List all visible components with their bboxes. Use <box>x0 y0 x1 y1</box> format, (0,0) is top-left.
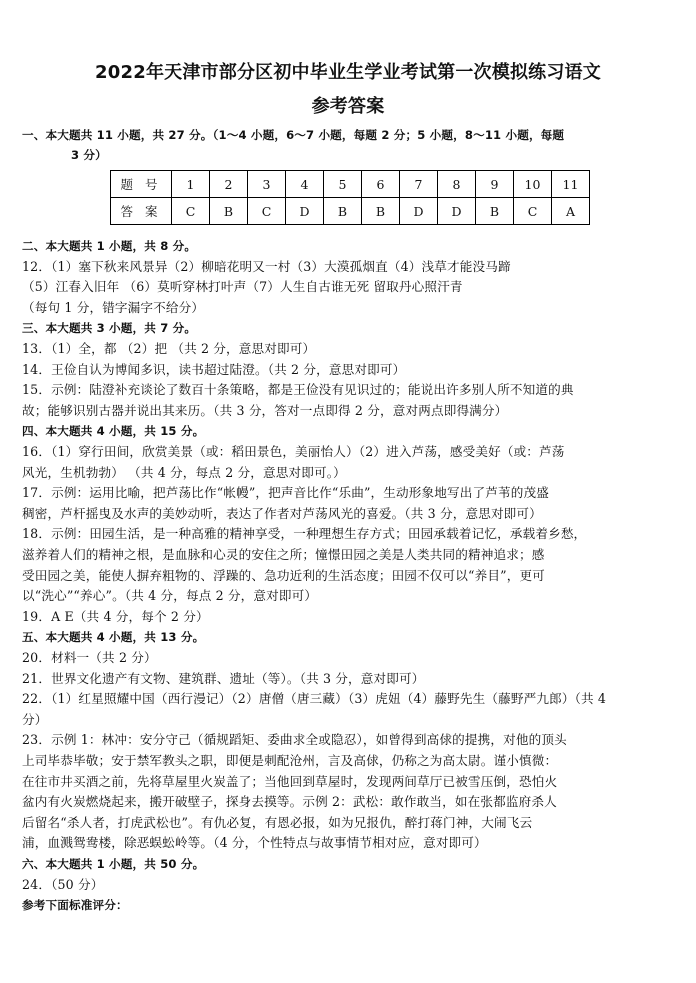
answer-line: 12．（1）塞下秋来风景异（2）柳暗花明又一村（3）大漠孤烟直（4）浅草才能没马蹄 <box>22 258 511 274</box>
answer-line: 风光，生机勃勃） （共 4 分，每点 2 分，意思对即可。） <box>22 464 346 480</box>
answer-line: 15．示例：陆澄补充谈论了数百十条策略，都是王俭没有见识过的；能说出许多别人所不知道的典 <box>22 382 574 398</box>
answer-line: 23．示例 1：林冲：安分守己（循规蹈矩、委曲求全或隐忍），如曾得到高俅的提携，对他的顶头 <box>22 732 567 748</box>
answer-table <box>110 170 590 225</box>
table-cell: B <box>324 198 362 225</box>
table-cell: 3 <box>248 171 286 198</box>
answer-line: 19．A E（共 4 分，每个 2 分） <box>22 608 209 624</box>
answer-line: 17．示例：运用比喻，把芦荡比作“帐幔”，把声音比作“乐曲”，生动形象地写出了芦苇的茂盛 <box>22 485 549 501</box>
answer-line: 滋养着人们的精神之根，是血脉和心灵的安住之所；憧憬田园之美是人类共同的精神追求；感 <box>22 547 545 562</box>
table-row-label: 题 号 <box>111 171 172 198</box>
answer-line: 20．材料一（共 2 分） <box>22 650 157 665</box>
table-cell: 6 <box>362 171 400 198</box>
answer-line: 以“洗心”“养心”。（共 4 分，每点 2 分，意对即可） <box>22 588 318 604</box>
answer-line: 分） <box>22 711 48 727</box>
answer-line: 22．（1）红星照耀中国（西行漫记）（2）唐僧（唐三藏）（3）虎妞（4）藤野先生（藤野严九郎）（共 4 <box>22 691 607 707</box>
answer-line: 后留名“杀人者，打虎武松也”。有仇必复，有恩必报，如为兄报仇，醉打蒋门神，大闹飞云 <box>22 814 533 830</box>
document-title: 2022年天津市部分区初中毕业生学业考试第一次模拟练习语文 <box>95 62 601 83</box>
table-cell: B <box>476 198 514 225</box>
table-cell: 11 <box>552 171 590 198</box>
section-heading: 二、本大题共 1 小题，共 8 分。 <box>22 239 197 253</box>
section-heading: 四、本大题共 4 小题，共 15 分。 <box>22 424 205 439</box>
table-cell: C <box>514 198 552 225</box>
table-cell: D <box>400 198 438 225</box>
table-cell: C <box>248 198 286 225</box>
answer-table-answer-row <box>111 198 590 225</box>
document-subtitle: 参考答案 <box>311 96 385 117</box>
table-cell: 7 <box>400 171 438 198</box>
answer-line: 盆内有火炭燃烧起来，搬开破壁子，探身去摸等。示例 2：武松：敢作敢当，如在张都监府杀人 <box>22 794 557 810</box>
answer-line: 13．（1）全，都 （2）把 （共 2 分，意思对即可） <box>22 341 316 356</box>
section-heading: 参考下面标准评分： <box>22 898 128 913</box>
section-1-heading-cont: 3 分） <box>71 148 107 162</box>
table-cell: 4 <box>286 171 324 198</box>
table-cell: D <box>438 198 476 225</box>
section-heading: 三、本大题共 3 小题，共 7 分。 <box>22 321 197 336</box>
table-cell: 8 <box>438 171 476 198</box>
answer-line: 故；能够识别古器并说出其来历。（共 3 分，答对一点即得 2 分，意对两点即得满分） <box>22 402 508 418</box>
answer-line: 21．世界文化遗产有文物、建筑群、遗址（等）。（共 3 分，意对即可） <box>22 670 425 686</box>
answer-line: 浦，血溅鸳鸯楼，除恶蜈蚣岭等。（4 分，个性特点与故事情节相对应，意对即可） <box>22 835 487 851</box>
section-heading: 六、本大题共 1 小题，共 50 分。 <box>22 857 205 871</box>
answer-line: 14．王俭自认为博闻多识，读书超过陆澄。（共 2 分，意思对即可） <box>22 361 406 377</box>
table-cell: C <box>172 198 210 225</box>
table-cell: 10 <box>514 171 552 198</box>
answer-line: 18．示例：田园生活，是一种高雅的精神享受，一种理想生存方式；田园承载着记忆，承载着乡愁， <box>22 526 587 542</box>
table-row-label: 答 案 <box>111 198 172 225</box>
table-cell: 9 <box>476 171 514 198</box>
answer-line: （5）江春入旧年 （6）莫听穿林打叶声（7）人生自古谁无死 留取丹心照汗青 <box>22 279 463 295</box>
answer-line: 稠密，芦杆摇曳及水声的美妙动听，表达了作者对芦荡风光的喜爱。（共 3 分，意思对即可） <box>22 505 542 521</box>
answer-line: 上司毕恭毕敬；安于禁军教头之职，即便是刺配沧州，言及高俅，仍称之为高太尉。谨小慎微： <box>22 753 558 768</box>
table-cell: 5 <box>324 171 362 198</box>
table-cell: B <box>362 198 400 225</box>
section-heading: 五、本大题共 4 小题，共 13 分。 <box>22 630 205 645</box>
section-1-heading: 一、本大题共 11 小题，共 27 分。（1～4 小题，6～7 小题，每题 2 分；5 小题，8～11 小题，每题 <box>22 128 565 142</box>
answer-line: （每句 1 分，错字漏字不给分） <box>22 299 205 315</box>
table-cell: 2 <box>210 171 248 198</box>
answer-line: 受田园之美，能使人摒弃粗物的、浮躁的、急功近利的生活态度；田园不仅可以“养目”，更可 <box>22 567 545 583</box>
answer-table-number-row <box>111 171 590 198</box>
answer-line: 在往市井买酒之前，先将草屋里火炭盖了；当他回到草屋时，发现两间草厅已被雪压倒，恐怕火 <box>22 773 558 789</box>
table-cell: 1 <box>172 171 210 198</box>
table-cell: D <box>286 198 324 225</box>
table-cell: A <box>552 198 590 225</box>
table-cell: B <box>210 198 248 225</box>
answer-line: 24．（50 分） <box>22 876 104 892</box>
answer-line: 16．（1）穿行田间，欣赏美景（或：稻田景色，美丽怡人）（2）进入芦荡，感受美好（或：芦荡 <box>22 444 565 459</box>
